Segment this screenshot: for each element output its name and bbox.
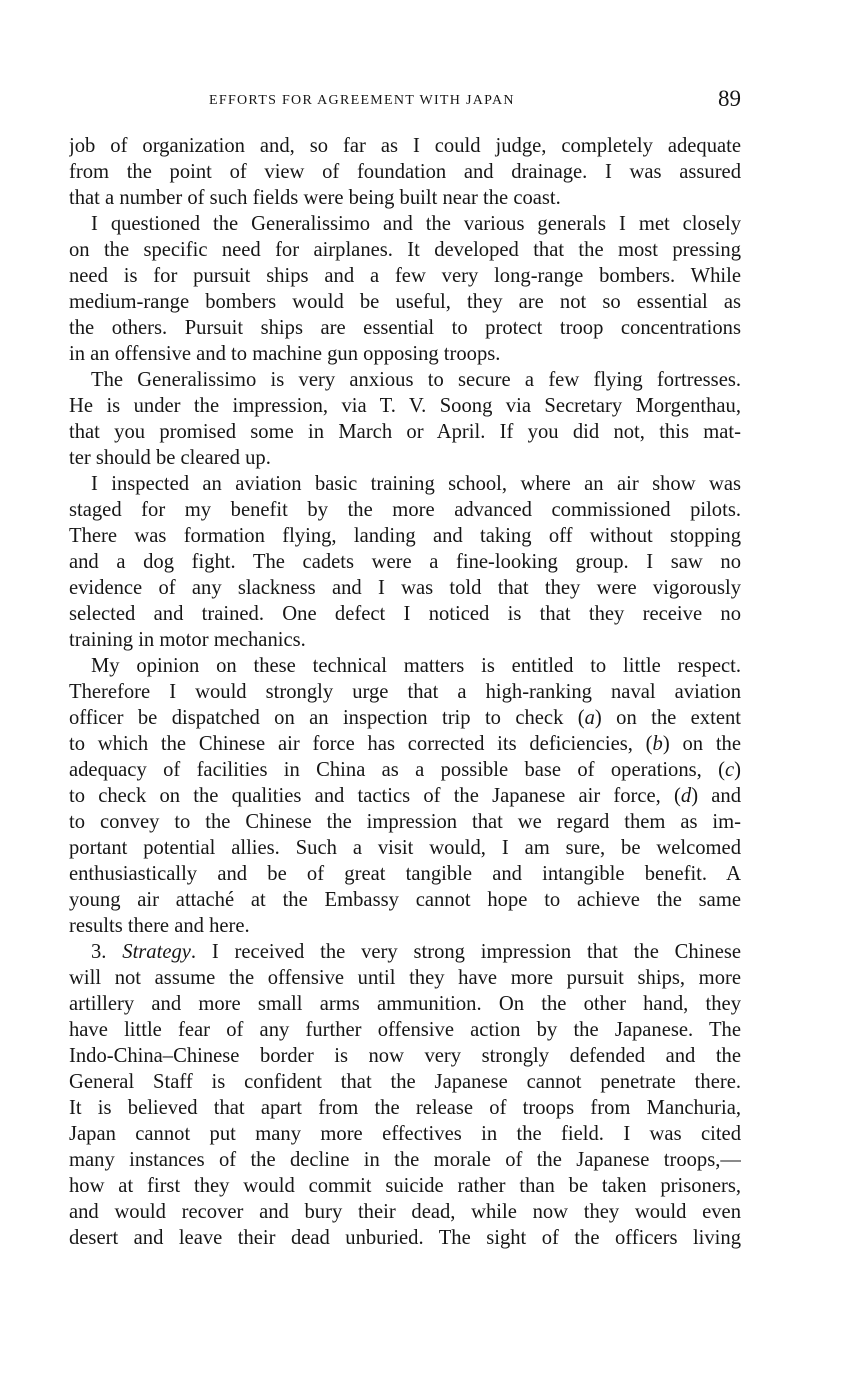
text-line: to convey to the Chinese the impression that we regard them as im- [69, 811, 741, 833]
paragraph [69, 939, 741, 1251]
text-line: many instances of the decline in the morale of the Japanese troops,— [69, 1149, 741, 1171]
text-line: adequacy of facilities in China as a possible base of operations, (c) [69, 759, 741, 781]
text-line: I questioned the Generalissimo and the various generals I met closely [91, 213, 741, 235]
text-line: that a number of such fields were being built near the coast. [69, 187, 561, 209]
text-line: training in motor mechanics. [69, 629, 306, 651]
text-line: There was formation flying, landing and taking off without stopping [69, 525, 741, 547]
text-line: ter should be cleared up. [69, 447, 271, 469]
text-line: from the point of view of foundation and drainage. I was assured [69, 161, 741, 183]
text-line: Indo-China–Chinese border is now very strongly defended and the [69, 1045, 741, 1067]
paragraph [69, 653, 741, 939]
text-line: enthusiastically and be of great tangible and intangible benefit. A [69, 863, 741, 885]
text-line: the others. Pursuit ships are essential to protect troop concentrations [69, 317, 741, 339]
text-line: how at first they would commit suicide rather than be taken prisoners, [69, 1175, 741, 1197]
page-number: 89 [718, 86, 741, 111]
text-line: Therefore I would strongly urge that a high-ranking naval aviation [69, 681, 741, 703]
text-line: need is for pursuit ships and a few very long-range bombers. While [69, 265, 741, 287]
paragraph [69, 367, 741, 471]
text-line: artillery and more small arms ammunition. On the other hand, they [69, 993, 741, 1015]
text-line: and would recover and bury their dead, while now they would even [69, 1201, 741, 1223]
text-line: and a dog fight. The cadets were a fine-looking group. I saw no [69, 551, 741, 573]
text-line: officer be dispatched on an inspection trip to check (a) on the extent [69, 707, 741, 729]
text-line: medium-range bombers would be useful, they are not so essential as [69, 291, 741, 313]
text-line: on the specific need for airplanes. It developed that the most pressing [69, 239, 741, 261]
text-line: to which the Chinese air force has corrected its deficiencies, (b) on the [69, 733, 741, 755]
text-line: He is under the impression, via T. V. Soong via Secretary Morgenthau, [69, 395, 741, 417]
text-line: have little fear of any further offensive action by the Japanese. The [69, 1019, 741, 1041]
text-line: job of organization and, so far as I could judge, completely adequate [69, 135, 741, 157]
running-head [69, 86, 741, 116]
text-line: to check on the qualities and tactics of the Japanese air force, (d) and [69, 785, 741, 807]
text-line: General Staff is confident that the Japanese cannot penetrate there. [69, 1071, 741, 1093]
paragraph [69, 133, 741, 211]
body-text [69, 133, 741, 1251]
text-line: in an offensive and to machine gun opposing troops. [69, 343, 501, 365]
text-line: I inspected an aviation basic training school, where an air show was [91, 473, 741, 495]
running-title: EFFORTS FOR AGREEMENT WITH JAPAN [209, 93, 515, 108]
text-line: young air attaché at the Embassy cannot hope to achieve the same [69, 889, 741, 911]
text-line: Japan cannot put many more effectives in the field. I was cited [69, 1123, 741, 1145]
text-line: portant potential allies. Such a visit would, I am sure, be welcomed [69, 837, 741, 859]
text-line: 3. Strategy. I received the very strong impression that the Chinese [91, 941, 741, 963]
paragraph [69, 471, 741, 653]
text-line: desert and leave their dead unburied. The sight of the officers living [69, 1227, 741, 1249]
text-line: selected and trained. One defect I noticed is that they receive no [69, 603, 741, 625]
text-line: that you promised some in March or April. If you did not, this mat- [69, 421, 741, 443]
text-line: staged for my benefit by the more advanced commissioned pilots. [69, 499, 741, 521]
text-line: My opinion on these technical matters is entitled to little respect. [91, 655, 741, 677]
text-line: The Generalissimo is very anxious to secure a few flying fortresses. [91, 369, 741, 391]
text-line: evidence of any slackness and I was told that they were vigorously [69, 577, 741, 599]
text-line: results there and here. [69, 915, 250, 937]
text-line: It is believed that apart from the release of troops from Manchuria, [69, 1097, 741, 1119]
paragraph [69, 211, 741, 367]
text-line: will not assume the offensive until they have more pursuit ships, more [69, 967, 741, 989]
